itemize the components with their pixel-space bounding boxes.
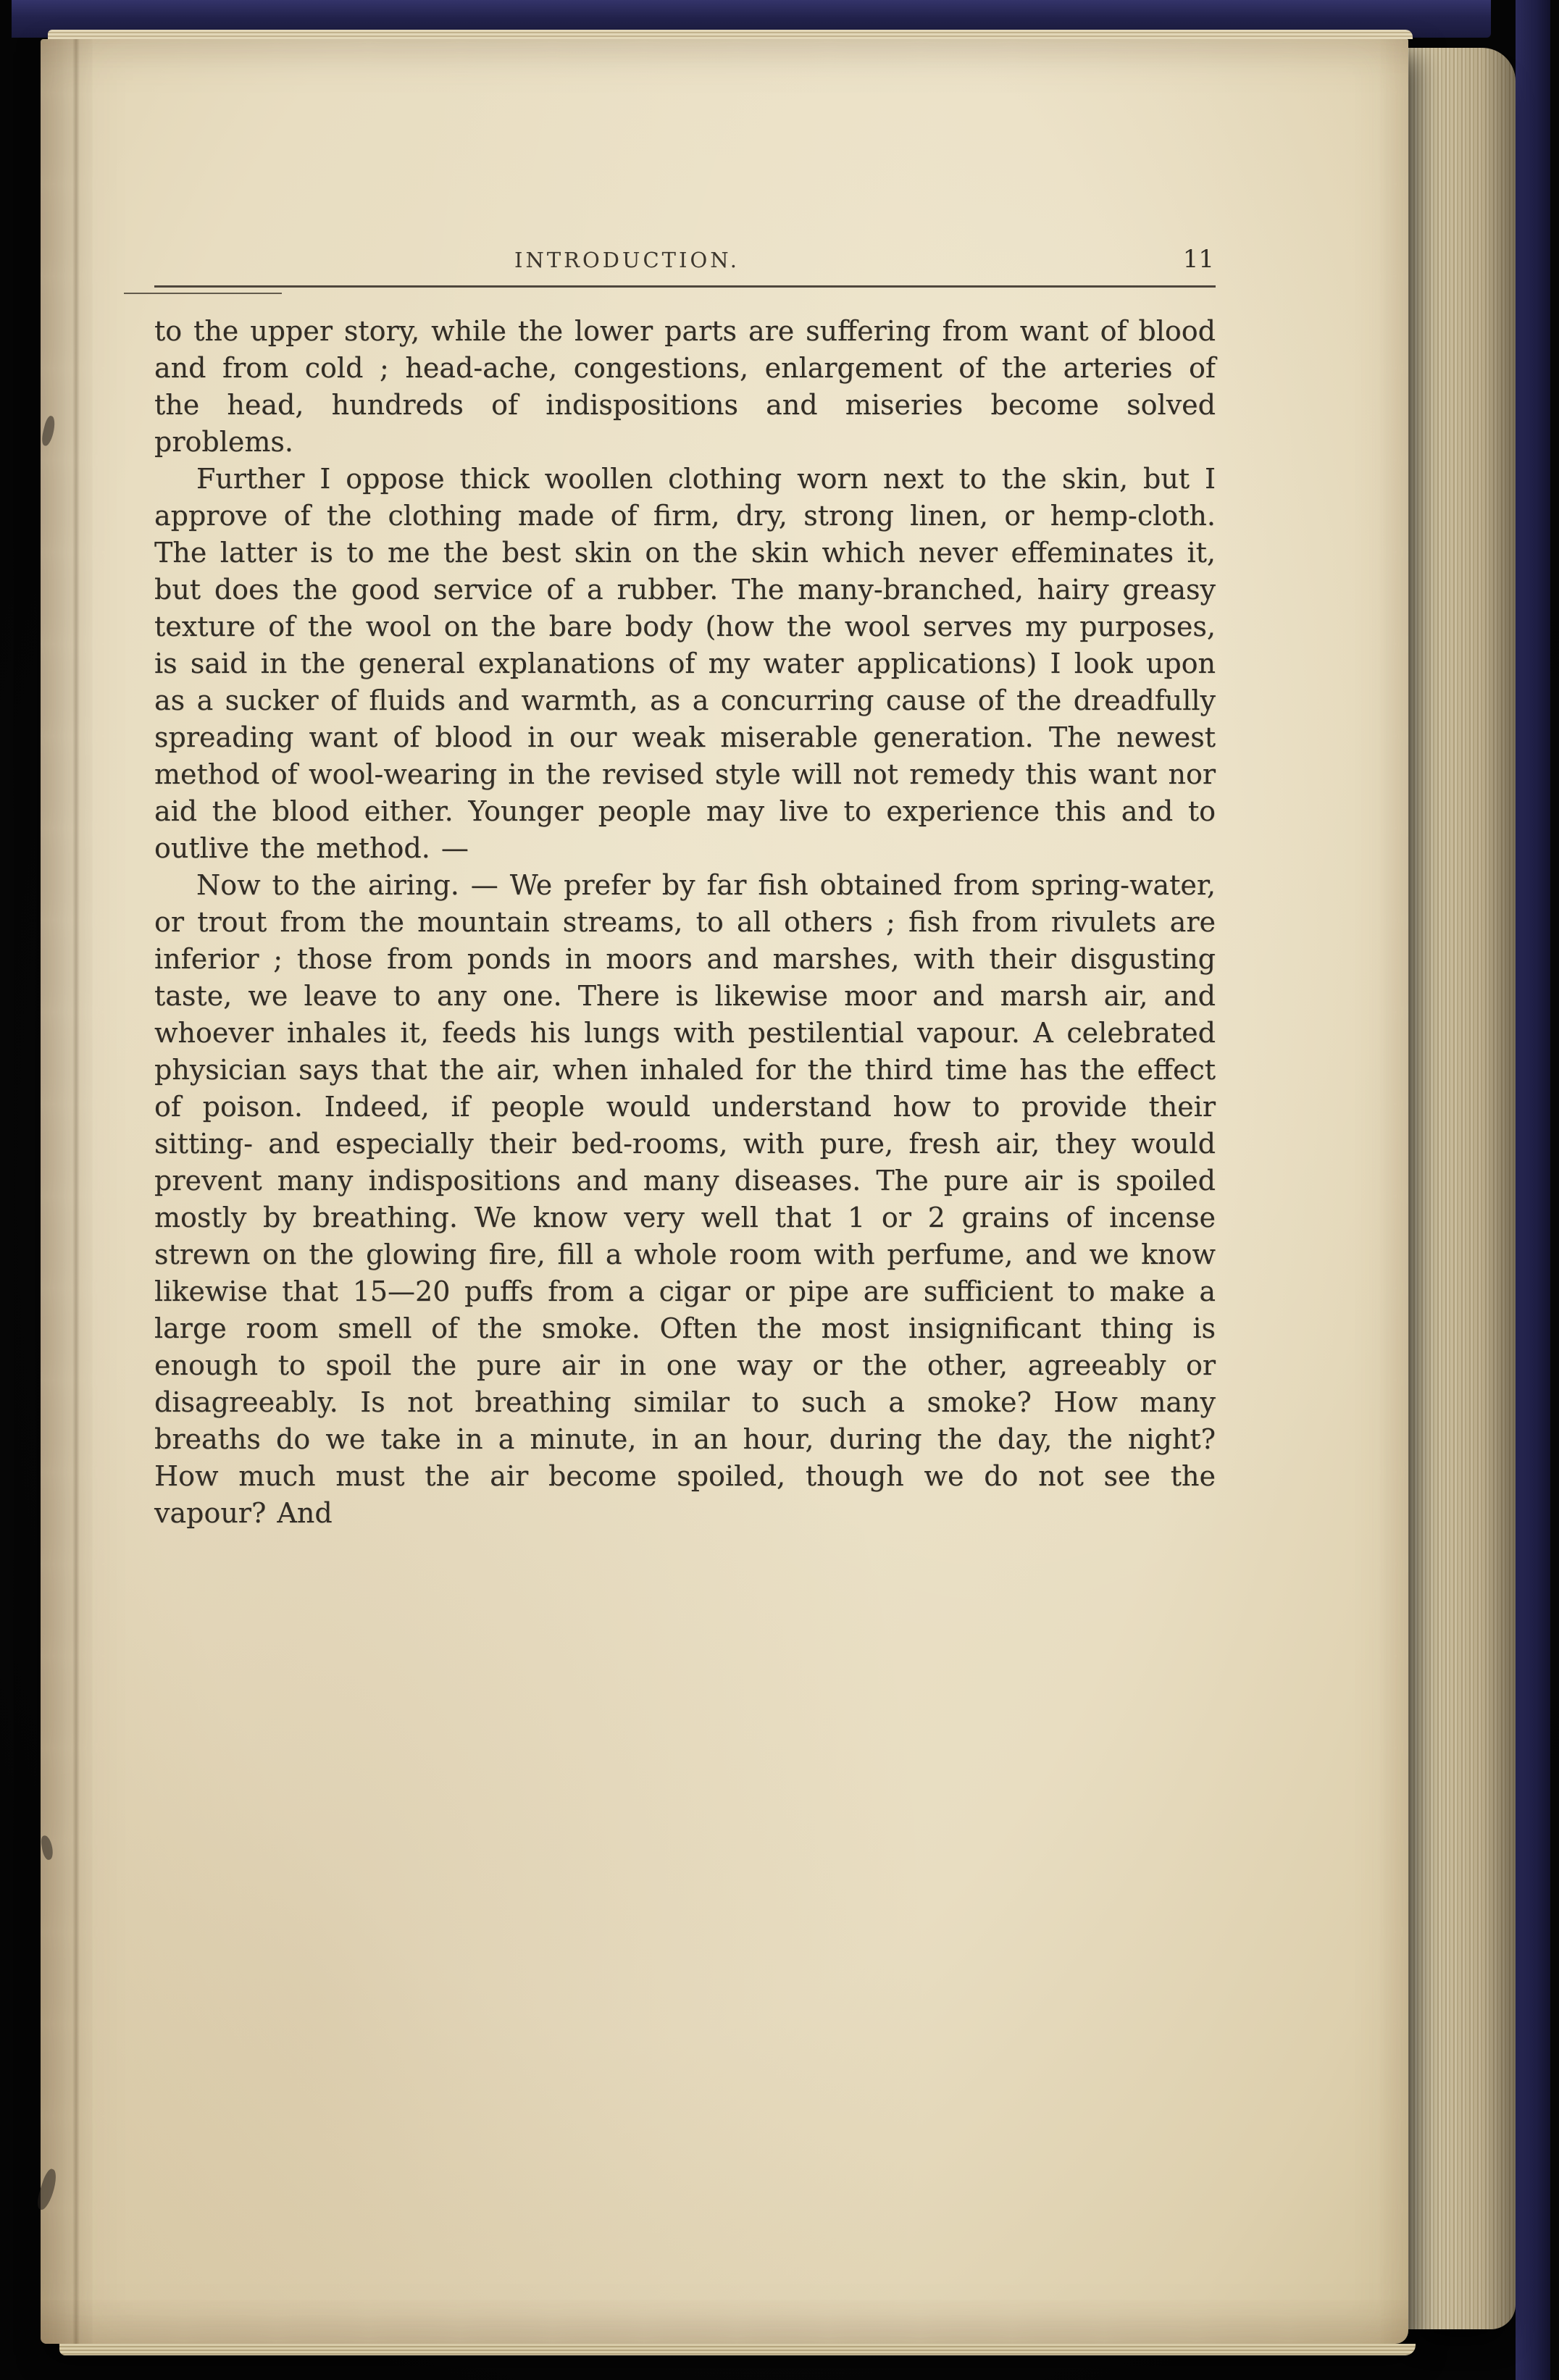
margin-ink-mark	[34, 2168, 59, 2212]
header-rule-tick	[124, 293, 282, 294]
page-edges-right	[1407, 48, 1516, 2329]
paragraph-clothing: Further I oppose thick woollen clothing worn next to the skin, but I approve of the clothing made of firm, dry, strong linen, or hemp-cloth. The latter is to me the best skin on the skin which never effeminates it, but does the good service of a rubber. The many-branched, hairy greasy texture of the wool on the bare body (how the wool serves my purposes, is said in the general explanations of my water applications) I look upon as a sucker of fluids and warmth, as a concurring cause of the dreadfully spreading want of blood in our weak miserable generation. The newest method of wool-wearing in the revised style will not remedy this want nor aid the blood either. Younger people may live to experience this and to outlive the method. —	[154, 463, 1216, 864]
margin-ink-mark	[40, 415, 57, 447]
gutter-crease	[72, 39, 80, 2344]
page-number: 11	[1182, 245, 1214, 274]
book-page	[41, 39, 1408, 2344]
typeset-area	[154, 245, 1216, 1532]
margin-ink-mark	[40, 1835, 54, 1861]
book-cover-right	[1516, 0, 1550, 2380]
running-header	[154, 245, 1216, 280]
paragraph-airing: Now to the airing. — We prefer by far fish obtained from spring-water, or trout from the mountain streams, to all others ; fish from rivulets are inferior ; those from ponds in moors and marshes, with their disgusting taste, we leave to any one. There is likewise moor and marsh air, and whoever inhales it, feeds his lungs with pestilential vapour. A celebrated physician says that the air, when inhaled for the third time has the effect of poison. Indeed, if people would understand how to provide their sitting- and especially their bed-rooms, with pure, fresh air, they would prevent many indispositions and many diseases. The pure air is spoiled mostly by breathing. We know very well that 1 or 2 grains of incense strewn on the glowing fire, fill a whole room with perfume, and we know likewise that 15—20 puffs from a cigar or pipe are sufficient to make a large room smell of the smoke. Often the most insignificant thing is enough to spoil the pure air in one way or the other, agreeably or disagreeably. Is not breathing similar to such a smoke? How many breaths do we take in a minute, in an hour, during the day, the night? How much must the air become spoiled, though we do not see the vapour? And	[154, 869, 1216, 1529]
body-text	[154, 313, 1216, 1532]
page-header-title: INTRODUCTION.	[514, 248, 740, 272]
paragraph-continuation: to the upper story, while the lower parts are suffering from want of blood and from cold ; head-ache, congestions, enlargement of the arteries of the head, hundreds of indispositions and miseries become solved problems.	[154, 315, 1216, 458]
header-rule	[154, 285, 1216, 288]
